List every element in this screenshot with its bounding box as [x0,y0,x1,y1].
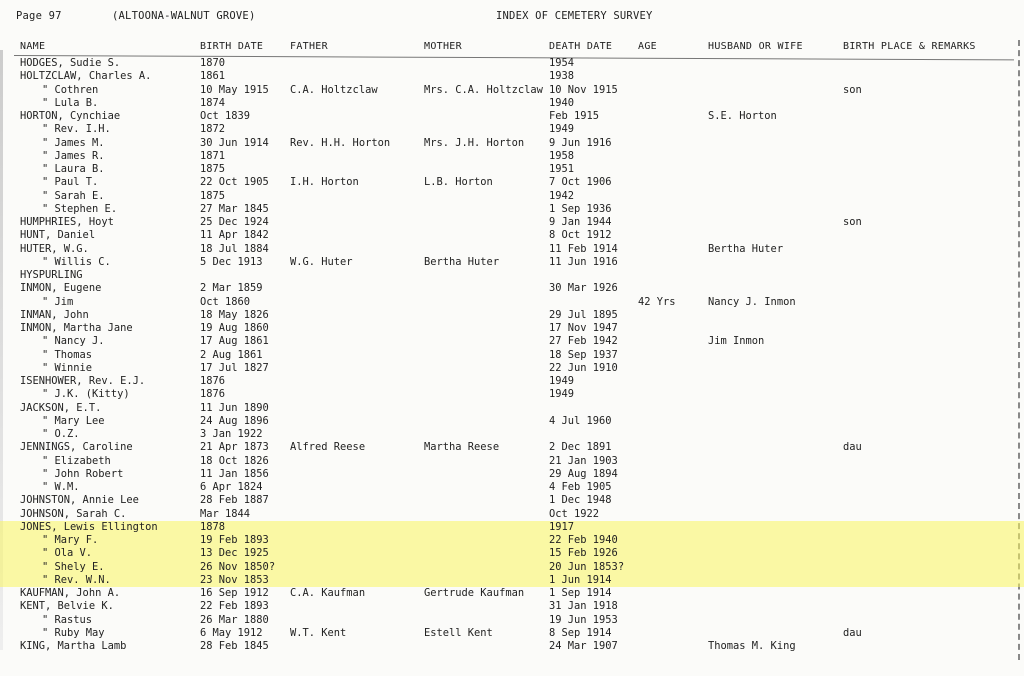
cell-name: " James R. [42,149,105,162]
record-row [0,494,1024,507]
cell-death: Oct 1922 [549,507,600,520]
record-row [0,640,1024,653]
record-row [0,587,1024,600]
cell-father: C.A. Kaufman [290,587,366,599]
cell-birth: 1861 [200,70,226,83]
cell-mother: Estell Kent [424,626,493,639]
cell-birth: 27 Mar 1845 [200,202,269,215]
record-row [0,123,1024,136]
col-header-age: AGE [638,41,657,52]
cell-birth: 26 Nov 1850? [200,560,276,573]
record-row [0,481,1024,494]
cell-name: KING, Martha Lamb [20,640,127,652]
cell-name: " Thomas [42,348,93,361]
cell-father: I.H. Horton [290,176,359,189]
cell-birth: 2 Mar 1859 [200,282,263,295]
cell-name: " Ruby May [42,626,105,639]
cell-father: W.T. Kent [290,626,347,639]
cell-name: " Rastus [42,613,93,626]
cell-name: HUTER, W.G. [20,242,89,255]
cell-name: JACKSON, E.T. [20,401,102,414]
record-row [0,70,1024,83]
cell-name: INMAN, John [20,308,89,321]
record-row [0,322,1024,335]
cell-death: 1917 [549,520,575,533]
record-row [0,508,1024,521]
page-number: Page 97 [16,10,62,22]
cell-death: 29 Jul 1895 [549,308,618,321]
cell-birth: 10 May 1915 [200,83,269,96]
cell-death: 8 Oct 1912 [549,229,612,242]
cell-death: 20 Jun 1853? [549,560,625,573]
cell-death: 1938 [549,70,575,83]
cell-birth: 23 Nov 1853 [200,573,269,586]
col-header-birth: BIRTH DATE [200,41,264,52]
cell-name: " J.K. (Kitty) [42,388,130,401]
record-row [0,309,1024,322]
place-name: (ALTOONA-WALNUT GROVE) [112,10,256,22]
cell-name: " Mary Lee [42,414,105,427]
cell-birth: 5 Dec 1913 [200,255,263,268]
cell-spouse: Jim Inmon [708,335,765,348]
cell-birth: 28 Feb 1845 [200,640,269,652]
cell-mother: Gertrude Kaufman [424,587,525,599]
cell-birth: 18 May 1826 [200,308,269,321]
record-row [0,561,1024,574]
cell-death: 11 Jun 1916 [549,255,618,268]
cell-name: " Ola V. [42,547,93,560]
record-row [0,362,1024,375]
cell-mother: Mrs. J.H. Horton [424,136,525,149]
cell-name: " Sarah E. [42,189,105,202]
cell-death: 4 Jul 1960 [549,414,612,427]
cell-spouse: Bertha Huter [708,242,784,255]
cell-death: 1949 [549,388,575,401]
record-row [0,190,1024,203]
cell-death: 1958 [549,149,575,162]
cell-name: ISENHOWER, Rev. E.J. [20,375,146,387]
cell-birth: 2 Aug 1861 [200,348,263,361]
record-row [0,600,1024,613]
cell-birth: 6 Apr 1824 [200,481,263,493]
cell-name: " Stephen E. [42,202,118,215]
record-row [0,468,1024,481]
cell-mother: Martha Reese [424,441,500,454]
record-row [0,269,1024,282]
cell-birth: 13 Dec 1925 [200,547,269,560]
cell-birth: 21 Apr 1873 [200,441,269,454]
cell-birth: 1875 [200,189,226,202]
cell-remarks: dau [843,441,862,454]
record-row [0,547,1024,560]
cell-name: JENNINGS, Caroline [20,441,133,454]
col-header-name: NAME [20,41,46,52]
cell-name: HYSPURLING [20,269,83,281]
page-title: INDEX OF CEMETERY SURVEY [496,10,653,22]
cell-name: " James M. [42,136,105,149]
record-row [0,203,1024,216]
cell-birth: 11 Apr 1842 [200,229,269,242]
record-row [0,415,1024,428]
record-row [0,84,1024,97]
cell-death: 30 Mar 1926 [549,282,618,295]
cell-birth: Mar 1844 [200,507,251,520]
record-row [0,534,1024,547]
cell-mother: Mrs. C.A. Holtzclaw [424,83,543,96]
cell-name: HODGES, Sudie S. [20,57,121,69]
cell-birth: 24 Aug 1896 [200,414,269,427]
record-list [0,57,1024,653]
record-row [0,150,1024,163]
cell-death: 9 Jan 1944 [549,216,612,228]
cell-spouse: Nancy J. Inmon [708,295,796,308]
cell-name: " Elizabeth [42,454,111,467]
cell-birth: 19 Aug 1860 [200,322,269,334]
cell-remarks: dau [843,626,862,639]
cell-mother: Bertha Huter [424,255,500,268]
cell-name: JOHNSTON, Annie Lee [20,494,139,507]
record-row [0,137,1024,150]
record-row [0,388,1024,401]
cell-death: Feb 1915 [549,110,600,122]
record-row [0,441,1024,454]
col-header-father: FATHER [290,41,328,52]
cell-birth: 1878 [200,520,226,533]
cell-death: 8 Sep 1914 [549,626,612,639]
col-header-mother: MOTHER [424,41,462,52]
cell-death: 1949 [549,375,575,387]
cell-death: 29 Aug 1894 [549,467,618,480]
record-row [0,614,1024,627]
record-row [0,627,1024,640]
record-row [0,256,1024,269]
col-header-death: DEATH DATE [549,41,613,52]
cell-birth: 6 May 1912 [200,626,263,639]
cell-father: C.A. Holtzclaw [290,83,378,96]
cell-birth: 1872 [200,123,226,136]
record-row [0,282,1024,295]
col-header-remarks: BIRTH PLACE & REMARKS [843,41,976,52]
cell-spouse: Thomas M. King [708,640,796,652]
cell-death: 15 Feb 1926 [549,547,618,560]
record-row [0,110,1024,123]
cell-remarks: son [843,216,862,228]
col-header-spouse: HUSBAND OR WIFE [708,41,803,52]
cell-death: 4 Feb 1905 [549,481,612,493]
cell-death: 18 Sep 1937 [549,348,618,361]
cell-name: JOHNSON, Sarah C. [20,507,127,520]
cell-birth: 1874 [200,96,226,109]
cell-birth: 26 Mar 1880 [200,613,269,626]
cell-age: 42 Yrs [638,295,676,308]
cell-remarks: son [843,83,862,96]
record-row [0,574,1024,587]
record-row [0,243,1024,256]
cell-death: 7 Oct 1906 [549,176,612,189]
cell-death: 9 Jun 1916 [549,136,612,149]
cell-name: " Rev. W.N. [42,573,111,586]
cell-death: 2 Dec 1891 [549,441,612,454]
cell-name: INMON, Martha Jane [20,322,133,334]
cell-name: " Winnie [42,361,93,374]
cell-death: 22 Feb 1940 [549,534,618,546]
cell-death: 21 Jan 1903 [549,454,618,467]
cell-name: KAUFMAN, John A. [20,587,121,599]
cell-birth: 25 Dec 1924 [200,216,269,228]
cell-birth: 22 Feb 1893 [200,600,269,613]
cell-birth: 3 Jan 1922 [200,428,263,440]
cell-mother: L.B. Horton [424,176,493,189]
cell-birth: 1876 [200,388,226,401]
cell-death: 27 Feb 1942 [549,335,618,348]
record-row [0,402,1024,415]
cell-death: 1940 [549,96,575,109]
cell-father: Alfred Reese [290,441,366,454]
cell-death: 24 Mar 1907 [549,640,618,652]
cell-name: JONES, Lewis Ellington [20,520,158,533]
cell-death: 11 Feb 1914 [549,242,618,255]
record-row [0,163,1024,176]
cell-birth: Oct 1839 [200,110,251,122]
record-row [0,229,1024,242]
cell-name: KENT, Belvie K. [20,600,114,613]
cell-name: " Willis C. [42,255,111,268]
cell-death: 17 Nov 1947 [549,322,618,334]
cell-death: 1954 [549,57,575,69]
cell-name: HORTON, Cynchiae [20,110,121,122]
cell-name: " Jim [42,295,74,308]
cell-death: 1949 [549,123,575,136]
cell-death: 1942 [549,189,575,202]
record-row [0,521,1024,534]
cell-birth: 11 Jun 1890 [200,401,269,414]
cell-name: " Paul T. [42,176,99,189]
cell-name: " Cothren [42,83,99,96]
cell-birth: 16 Sep 1912 [200,587,269,599]
cell-birth: 28 Feb 1887 [200,494,269,507]
cell-name: " Lula B. [42,96,99,109]
record-row [0,349,1024,362]
record-row [0,335,1024,348]
cell-birth: 22 Oct 1905 [200,176,269,189]
cell-death: 1 Sep 1914 [549,587,612,599]
cell-death: 10 Nov 1915 [549,83,618,96]
cell-birth: 17 Aug 1861 [200,335,269,348]
record-row [0,455,1024,468]
cell-name: " W.M. [42,481,80,493]
cell-birth: 18 Jul 1884 [200,242,269,255]
record-row [0,97,1024,110]
cell-name: HUNT, Daniel [20,229,96,242]
cell-name: INMON, Eugene [20,282,102,295]
cell-name: HOLTZCLAW, Charles A. [20,70,152,83]
cell-birth: 1875 [200,163,226,175]
cell-birth: 11 Jan 1856 [200,467,269,480]
cell-name: " O.Z. [42,428,80,440]
record-row [0,57,1024,70]
cell-name: " Mary F. [42,534,99,546]
cell-name: HUMPHRIES, Hoyt [20,216,114,228]
cell-death: 1 Dec 1948 [549,494,612,507]
cell-name: " Laura B. [42,163,105,175]
cell-birth: 1871 [200,149,226,162]
cell-name: " John Robert [42,467,124,480]
cell-death: 1 Jun 1914 [549,573,612,586]
record-row [0,375,1024,388]
cell-birth: 17 Jul 1827 [200,361,269,374]
record-row [0,428,1024,441]
cell-spouse: S.E. Horton [708,110,777,122]
cell-death: 22 Jun 1910 [549,361,618,374]
cell-death: 1 Sep 1936 [549,202,612,215]
cell-name: " Rev. I.H. [42,123,111,136]
record-row [0,296,1024,309]
cell-father: Rev. H.H. Horton [290,136,391,149]
cell-birth: 30 Jun 1914 [200,136,269,149]
cell-birth: 1870 [200,57,226,69]
cell-birth: 18 Oct 1826 [200,454,269,467]
cell-birth: Oct 1860 [200,295,251,308]
cell-death: 1951 [549,163,575,175]
cell-death: 19 Jun 1953 [549,613,618,626]
cell-birth: 19 Feb 1893 [200,534,269,546]
record-row [0,216,1024,229]
cell-birth: 1876 [200,375,226,387]
cell-death: 31 Jan 1918 [549,600,618,613]
record-row [0,176,1024,189]
cell-father: W.G. Huter [290,255,353,268]
cell-name: " Shely E. [42,560,105,573]
cell-name: " Nancy J. [42,335,105,348]
